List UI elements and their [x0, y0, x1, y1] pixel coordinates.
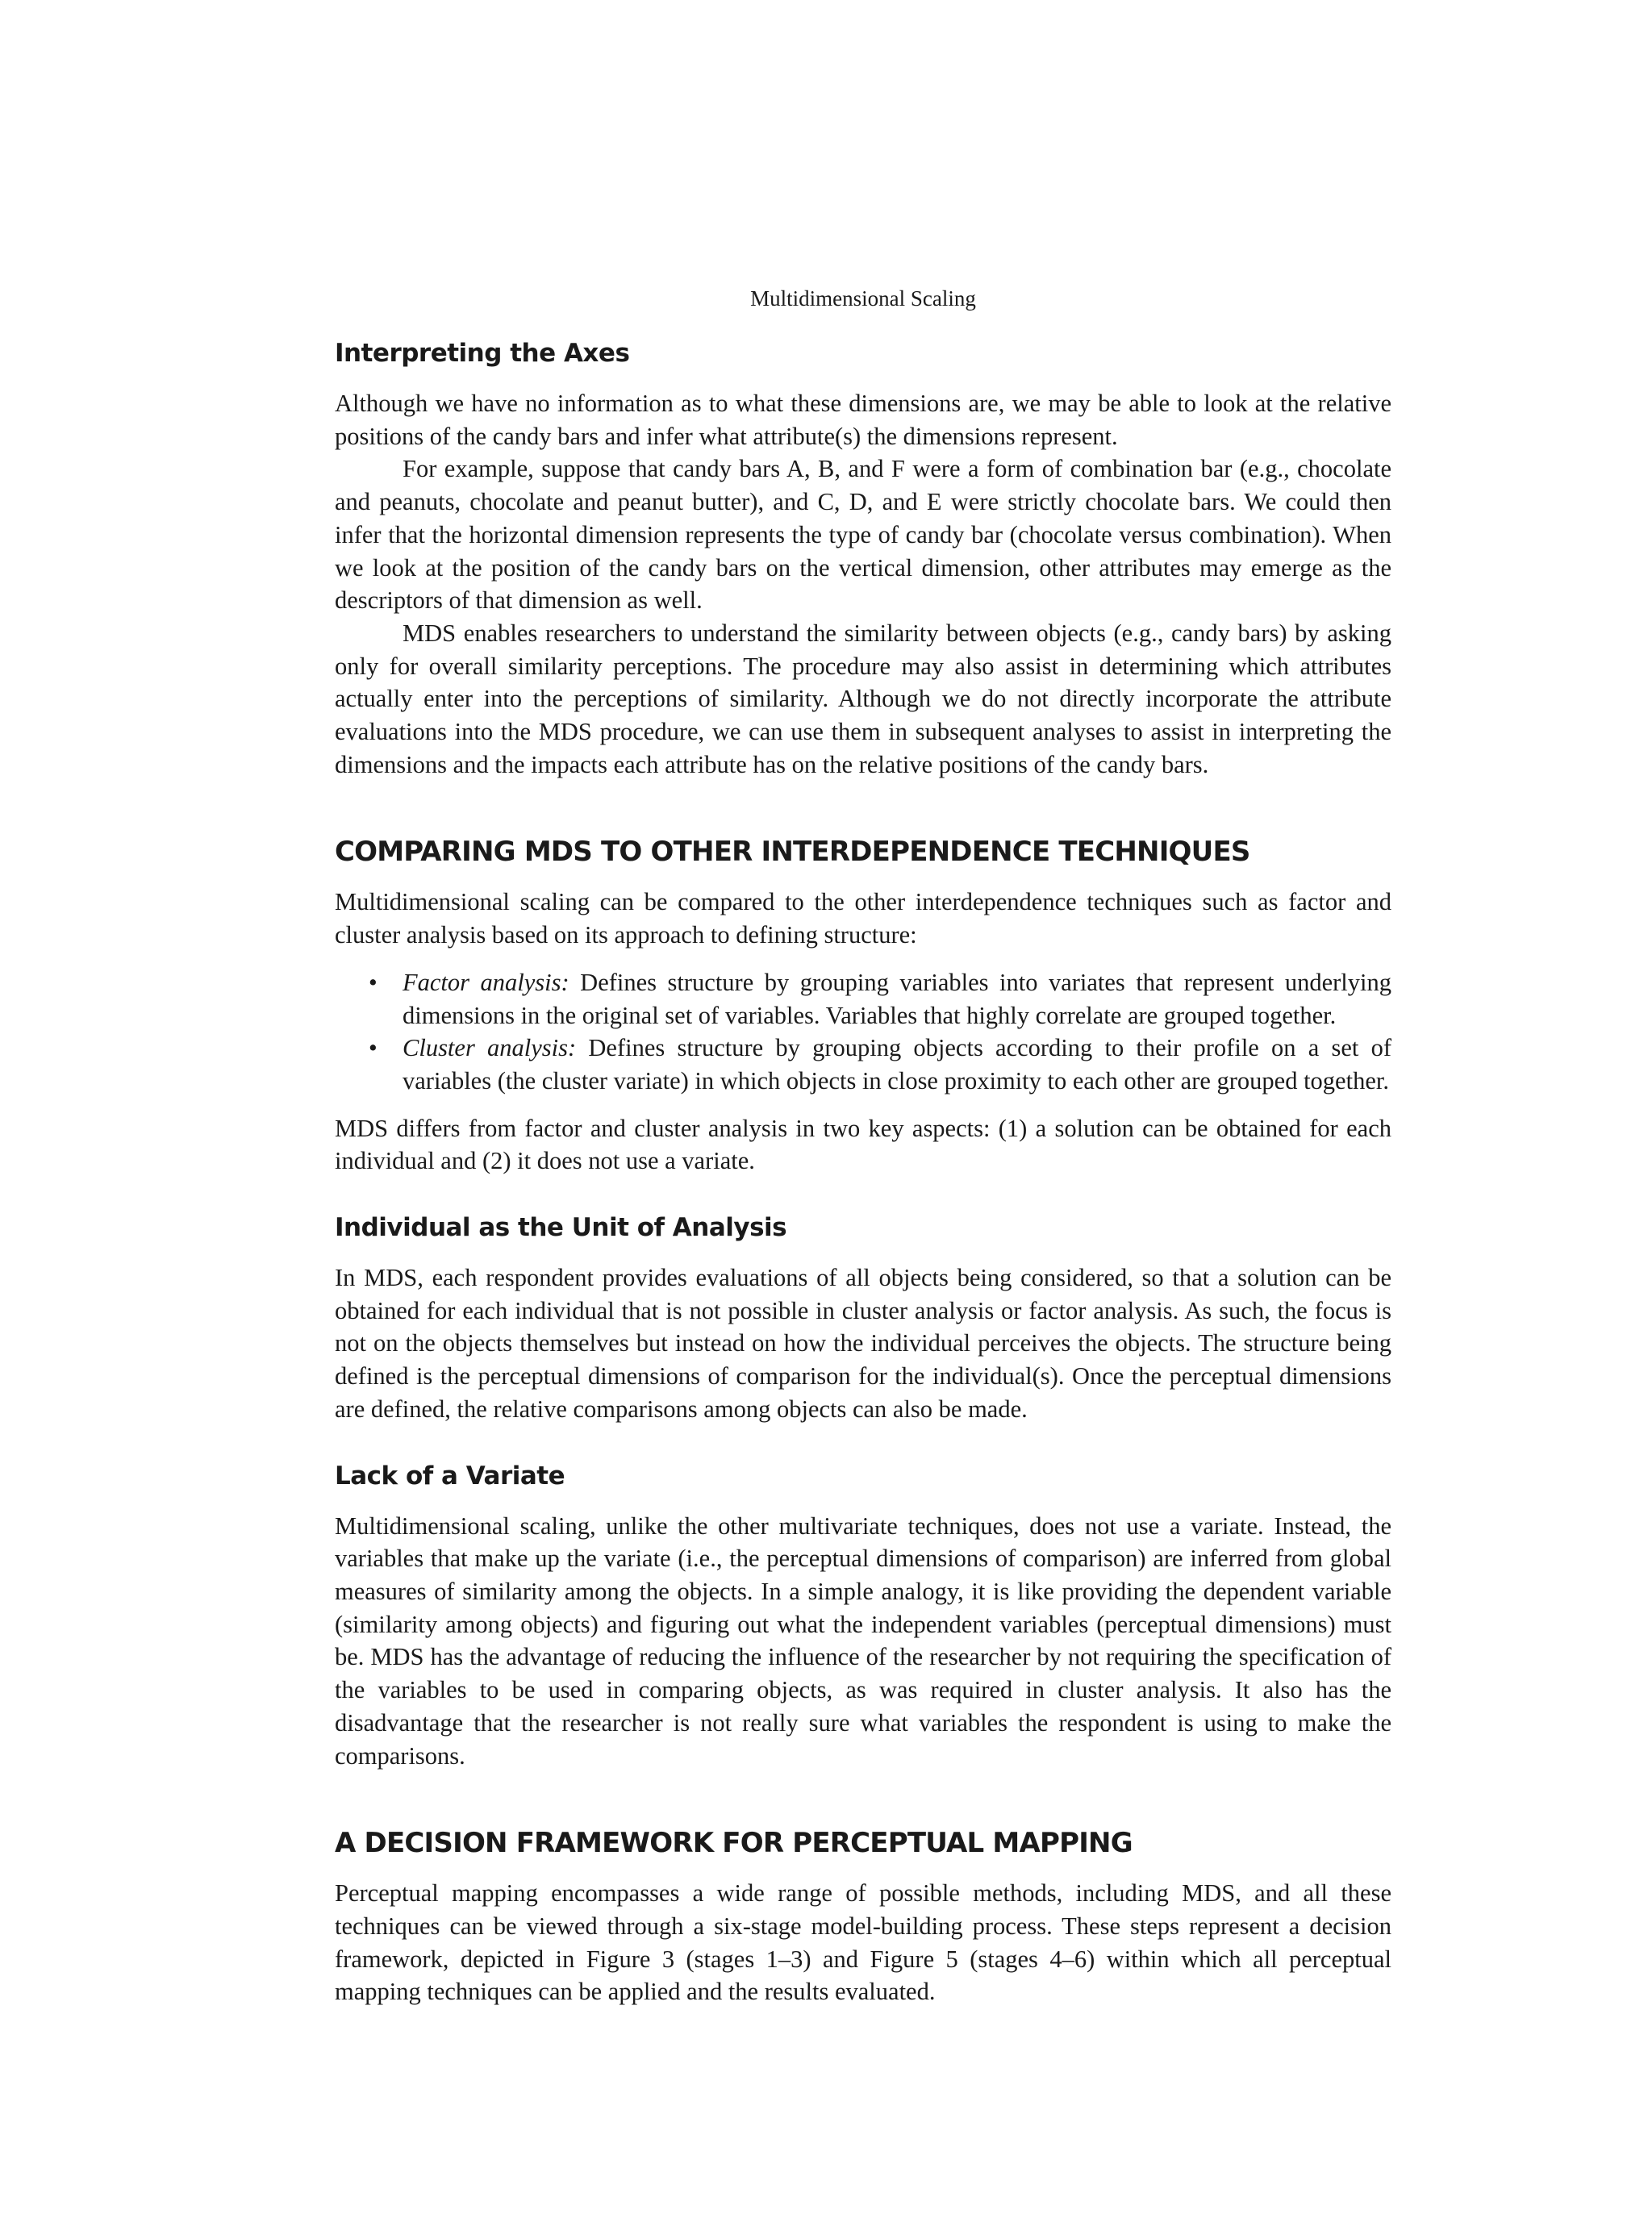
bullet-icon: • [369, 1034, 378, 1062]
section-individual-unit [335, 1211, 1391, 1426]
paragraph: Perceptual mapping encompasses a wide range of possible methods, including MDS, and all these techniques can be viewed through a six-stage model-building process. These steps represent a decision framework, depicted in Figure 3 (stages 1–3) and Figure 5 (stages 4–6) within which all perceptual mapping techniques can be applied and the results evaluated. [335, 1879, 1391, 2006]
paragraph: Multidimensional scaling can be compared to the other interdependence techniques such as factor and cluster analysis based on its approach to defining structure: [335, 888, 1391, 949]
section-heading: A DECISION FRAMEWORK FOR PERCEPTUAL MAPPING [335, 1827, 1133, 1860]
section-heading: COMPARING MDS TO OTHER INTERDEPENDENCE TECHNIQUES [335, 836, 1250, 869]
page-body [335, 337, 1391, 2008]
list-item [369, 966, 1391, 1032]
bullet-list [335, 966, 1391, 1098]
running-header: Multidimensional Scaling [750, 286, 976, 311]
list-item [369, 1032, 1391, 1097]
list-item-text: Defines structure by grouping variables into variates that represent underlying dimensions in the original set of variables. Variables that highly correlate are grouped together. [403, 968, 1391, 1029]
paragraph: MDS enables researchers to understand the similarity between objects (e.g., candy bars) by asking only for overall similarity perceptions. The procedure may also assist in determining which attributes actually enter into the perceptions of similarity. Although we do not directly incorporate the attribute evaluations into the MDS procedure, we can use them in subsequent analyses to assist in interpreting the dimensions and the impacts each attribute has on the relative positions of the candy bars. [335, 619, 1391, 778]
list-item-term: Factor analysis: [403, 968, 569, 996]
paragraph: MDS differs from factor and cluster analysis in two key aspects: (1) a solution can be obtained for each individual and (2) it does not use a variate. [335, 1114, 1391, 1175]
paragraph: Although we have no information as to what these dimensions are, we may be able to look at the relative positions of the candy bars and infer what attribute(s) the dimensions represent. [335, 390, 1391, 450]
section-decision-framework [335, 1825, 1391, 2008]
list-item-text: Defines structure by grouping objects according to their profile on a set of variables (the cluster variate) in which objects in close proximity to each other are grouped together. [403, 1034, 1392, 1095]
subsection-heading: Lack of a Variate [335, 1461, 565, 1491]
paragraph: For example, suppose that candy bars A, B, and F were a form of combination bar (e.g., chocolate and peanuts, chocolate and peanut butter), and C, D, and E were strictly chocolate bars. We could then infer that the horizontal dimension represents the type of candy bar (chocolate versus combination). When we look at the position of the candy bars on the vertical dimension, other attributes may emerge as the descriptors of that dimension as well. [335, 455, 1391, 615]
section-interpreting-the-axes [335, 337, 1391, 781]
section-lack-of-variate [335, 1460, 1391, 1773]
paragraph: Multidimensional scaling, unlike the other multivariate techniques, does not use a variate. Instead, the variables that make up the variate (i.e., the perceptual dimensions of comparison) are inferred from global measures of similarity among the objects. In a simple analogy, it is like providing the dependent variable (similarity among objects) and figuring out what the independent variables (perceptual dimensions) must be. MDS has the advantage of reducing the influence of the researcher by not requiring the specification of the variables to be used in comparing objects, as was required in cluster analysis. It also has the disadvantage that the researcher is not really sure what variables the respondent is using to make the comparisons. [335, 1512, 1391, 1770]
section-comparing-mds [335, 834, 1391, 1178]
subsection-heading: Interpreting the Axes [335, 339, 630, 368]
bullet-icon: • [369, 968, 378, 996]
paragraph: In MDS, each respondent provides evaluations of all objects being considered, so that a solution can be obtained for each individual that is not possible in cluster analysis or factor analysis. As such, the focus is not on the objects themselves but instead on how the individual perceives the objects. The structure being defined is the perceptual dimensions of comparison for the individual(s). Once the perceptual dimensions are defined, the relative comparisons among objects can also be made. [335, 1264, 1391, 1423]
subsection-heading: Individual as the Unit of Analysis [335, 1213, 787, 1243]
list-item-term: Cluster analysis: [403, 1034, 577, 1062]
